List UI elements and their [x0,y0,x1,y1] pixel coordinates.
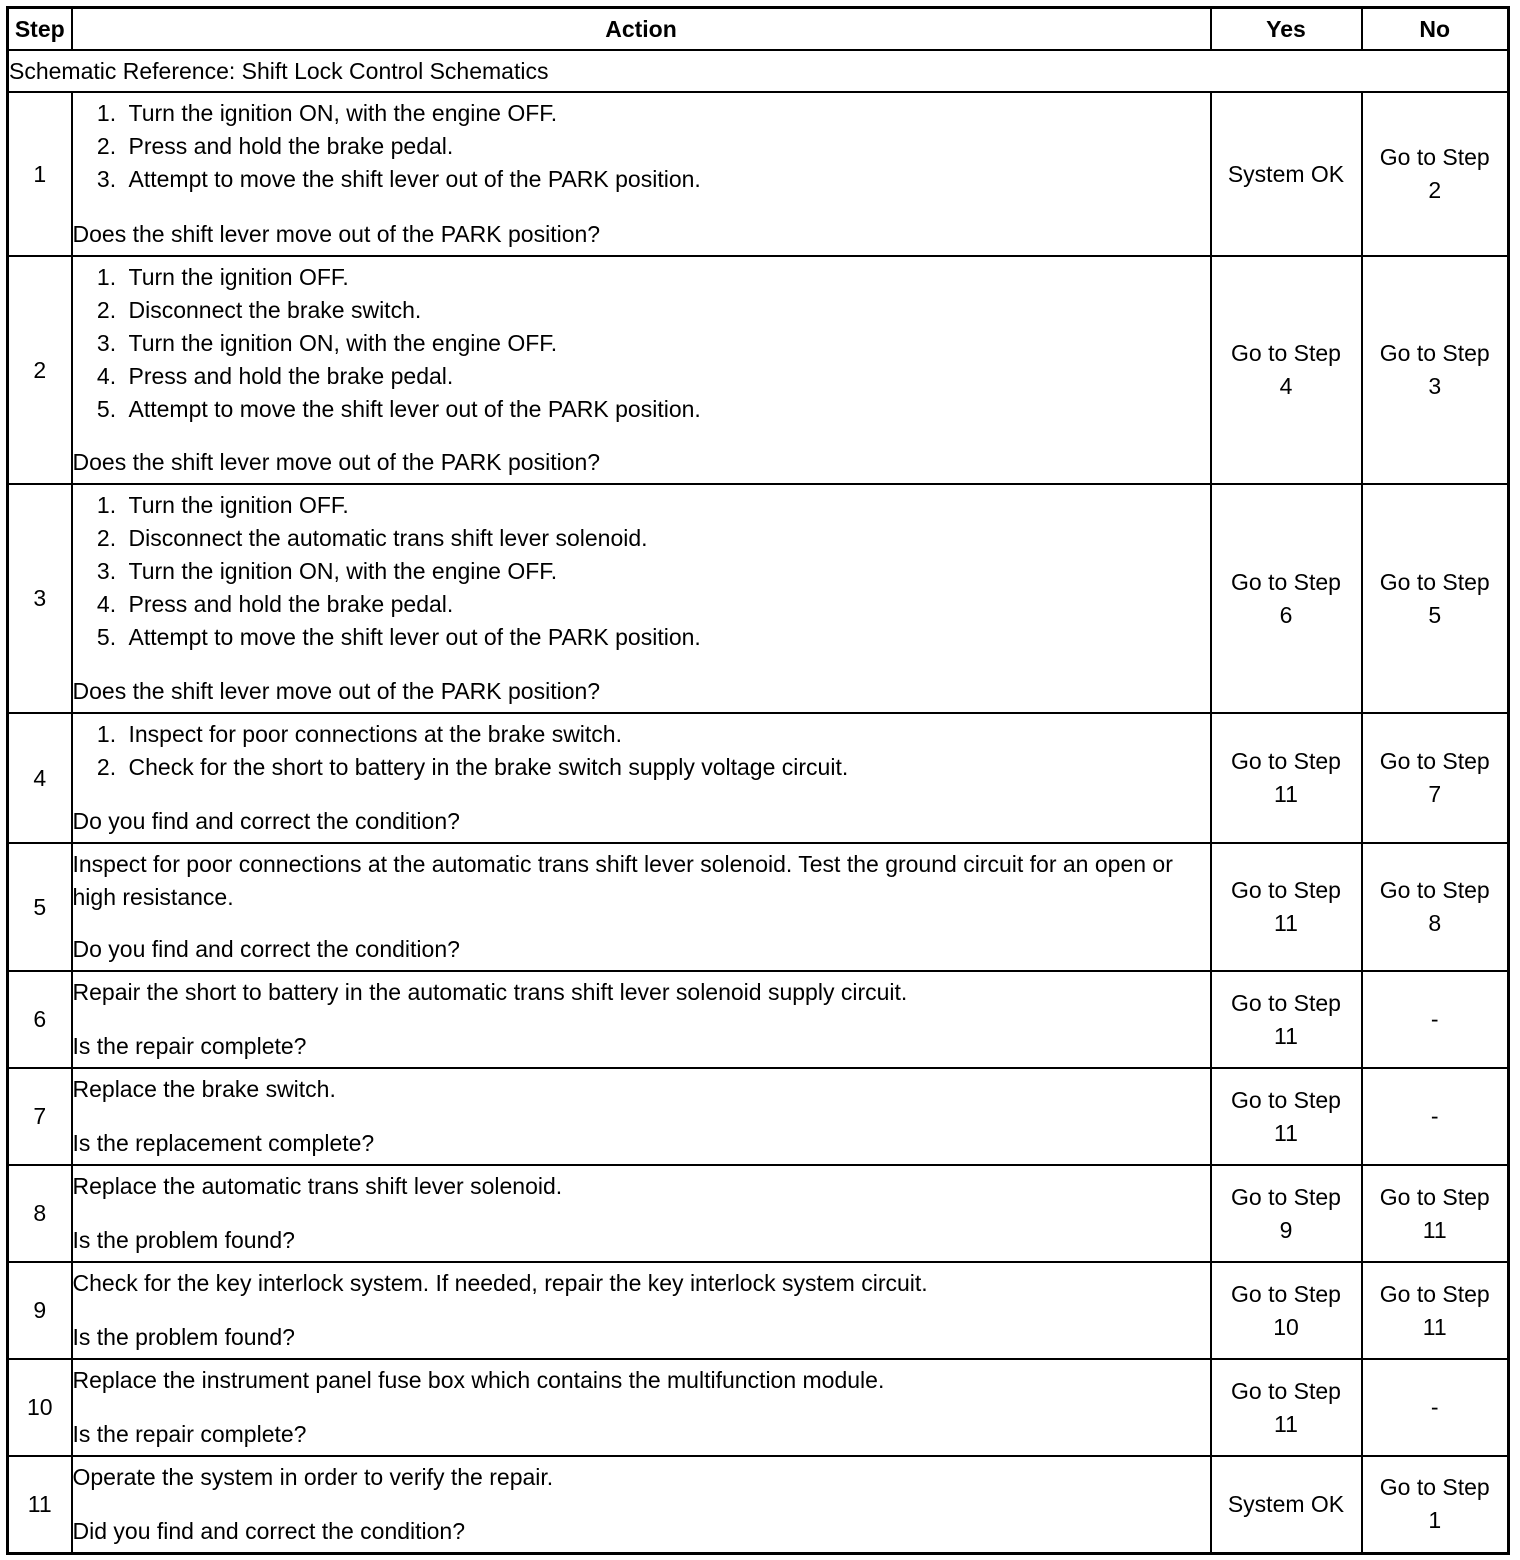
action-text: Operate the system in order to verify the repair. [72,1463,554,1490]
action-question: Does the shift lever move out of the PARK position? [72,221,601,247]
action-cell [72,1262,1211,1359]
step-number: 3 [8,484,72,713]
header-row [8,8,1509,51]
no-result-label: Go to Step [1379,1183,1490,1210]
instruction-item: 3. Turn the ignition ON, with the engine OFF. [123,555,1210,588]
no-result-label: Go to Step [1379,1474,1490,1501]
no-result [1362,713,1509,843]
yes-result [1211,484,1362,713]
yes-result-label: Go to Step [1231,877,1341,903]
yes-result-step: 11 [1274,1022,1298,1049]
no-result [1362,843,1509,971]
table-row [8,92,1509,256]
yes-result-label: System OK [1227,1490,1345,1517]
step-number: 2 [8,256,72,484]
table-row [8,484,1509,713]
action-question: Is the problem found? [72,1227,295,1253]
action-question: Does the shift lever move out of the PARK position? [72,678,601,704]
instruction-list [73,489,1210,654]
action-question: Do you find and correct the condition? [72,936,460,962]
no-result [1362,256,1509,484]
action-question: Is the repair complete? [72,1033,307,1059]
instruction-item: 2. Disconnect the automatic trans shift lever solenoid. [123,522,1210,555]
instruction-item: 5. Attempt to move the shift lever out of the PARK position. [123,621,1210,654]
action-text: Repair the short to battery in the automatic trans shift lever solenoid supply circuit. [72,979,908,1005]
step-number: 10 [8,1359,72,1456]
no-result-step: 3 [1428,373,1442,399]
table-row [8,843,1509,971]
no-result-step: 7 [1428,781,1442,807]
action-text: Replace the brake switch. [72,1076,336,1102]
no-result [1362,1165,1509,1262]
schematic-reference-row [8,50,1509,92]
instruction-list [73,97,1210,196]
yes-result [1211,713,1362,843]
yes-result [1211,843,1362,971]
no-result-label: - [1430,1394,1439,1420]
action-cell [72,484,1211,713]
header-yes: Yes [1211,8,1362,51]
action-cell [72,713,1211,843]
step-number: 9 [8,1262,72,1359]
action-cell [72,1456,1211,1553]
yes-result-label: Go to Step [1231,1183,1341,1210]
instruction-item: 1. Inspect for poor connections at the brake switch. [123,718,1210,751]
table-row [8,1262,1509,1359]
no-result-label: Go to Step [1379,144,1490,170]
table-row [8,713,1509,843]
action-text: Check for the key interlock system. If needed, repair the key interlock system circuit. [72,1270,928,1296]
instruction-item: 4. Press and hold the brake pedal. [123,360,1210,393]
step-number: 11 [8,1456,72,1553]
diagnostic-table [6,6,1510,1555]
yes-result-step: 11 [1274,1119,1298,1146]
yes-result-step: 6 [1279,601,1293,628]
no-result-label: Go to Step [1379,877,1490,903]
no-result-step: 5 [1428,601,1442,628]
yes-result [1211,1068,1362,1165]
table-row [8,1068,1509,1165]
yes-result-label: System OK [1227,160,1345,187]
no-result [1362,484,1509,713]
action-cell [72,92,1211,256]
no-result-label: Go to Step [1379,748,1490,774]
yes-result-label: Go to Step [1231,1280,1341,1307]
instruction-item: 1. Turn the ignition ON, with the engine OFF. [123,97,1210,130]
instruction-list [73,718,1210,784]
table-row [8,256,1509,484]
yes-result [1211,256,1362,484]
action-question: Do you find and correct the condition? [72,808,460,834]
yes-result [1211,92,1362,256]
yes-result-label: Go to Step [1231,1377,1341,1404]
yes-result-label: Go to Step [1231,989,1341,1016]
yes-result [1211,1456,1362,1553]
instruction-item: 3. Attempt to move the shift lever out of the PARK position. [123,163,1210,196]
action-cell [72,1359,1211,1456]
table-row [8,1456,1509,1553]
table-row [8,1359,1509,1456]
no-result-label: - [1430,1006,1439,1032]
step-number: 4 [8,713,72,843]
yes-result [1211,1262,1362,1359]
no-result-step: 1 [1428,1507,1442,1534]
action-cell [72,971,1211,1068]
yes-result-step: 11 [1274,781,1298,807]
action-cell [72,1165,1211,1262]
no-result-step: 8 [1428,910,1442,936]
no-result-label: Go to Step [1379,1280,1490,1307]
no-result-label: Go to Step [1379,568,1490,595]
no-result [1362,1068,1509,1165]
no-result-step: 2 [1428,177,1442,203]
table-row [8,971,1509,1068]
action-question: Is the problem found? [72,1324,295,1350]
header-action: Action [72,8,1211,51]
action-cell [72,1068,1211,1165]
header-step: Step [8,8,72,51]
yes-result [1211,1165,1362,1262]
instruction-item: 1. Turn the ignition OFF. [123,489,1210,522]
action-question: Is the replacement complete? [72,1130,375,1156]
yes-result-step: 11 [1274,1410,1298,1437]
no-result [1362,971,1509,1068]
action-text: Replace the automatic trans shift lever solenoid. [72,1173,563,1199]
instruction-item: 3. Turn the ignition ON, with the engine OFF. [123,327,1210,360]
yes-result-label: Go to Step [1231,1086,1341,1113]
header-no: No [1362,8,1509,51]
step-number: 5 [8,843,72,971]
yes-result-label: Go to Step [1231,568,1341,595]
instruction-item: 2. Disconnect the brake switch. [123,294,1210,327]
action-question: Is the repair complete? [72,1421,307,1447]
no-result-step: 11 [1422,1216,1447,1243]
action-text: Inspect for poor connections at the automatic trans shift lever solenoid. Test the ground circuit for an open or high resistance. [72,851,1173,910]
no-result-step: 11 [1422,1313,1447,1340]
action-question: Did you find and correct the condition? [72,1517,466,1544]
instruction-list [73,261,1210,426]
action-cell [72,256,1211,484]
yes-result-label: Go to Step [1231,748,1341,774]
no-result [1362,1456,1509,1553]
yes-result-step: 4 [1279,373,1293,399]
table-row [8,1165,1509,1262]
step-number: 6 [8,971,72,1068]
instruction-item: 4. Press and hold the brake pedal. [123,588,1210,621]
yes-result [1211,971,1362,1068]
no-result [1362,92,1509,256]
no-result-label: - [1430,1103,1439,1129]
no-result [1362,1262,1509,1359]
step-number: 1 [8,92,72,256]
no-result [1362,1359,1509,1456]
instruction-item: 5. Attempt to move the shift lever out of the PARK position. [123,393,1210,426]
action-text: Replace the instrument panel fuse box which contains the multifunction module. [72,1367,885,1393]
yes-result [1211,1359,1362,1456]
step-number: 8 [8,1165,72,1262]
instruction-item: 1. Turn the ignition OFF. [123,261,1210,294]
action-cell [72,843,1211,971]
yes-result-label: Go to Step [1231,340,1341,366]
instruction-item: 2. Check for the short to battery in the brake switch supply voltage circuit. [123,751,1210,784]
yes-result-step: 9 [1279,1216,1293,1243]
yes-result-step: 11 [1274,910,1298,936]
step-number: 7 [8,1068,72,1165]
schematic-reference: Schematic Reference: Shift Lock Control Schematics [8,50,1509,92]
instruction-item: 2. Press and hold the brake pedal. [123,130,1210,163]
action-question: Does the shift lever move out of the PARK position? [72,449,601,475]
yes-result-step: 10 [1273,1313,1299,1340]
no-result-label: Go to Step [1379,340,1490,366]
